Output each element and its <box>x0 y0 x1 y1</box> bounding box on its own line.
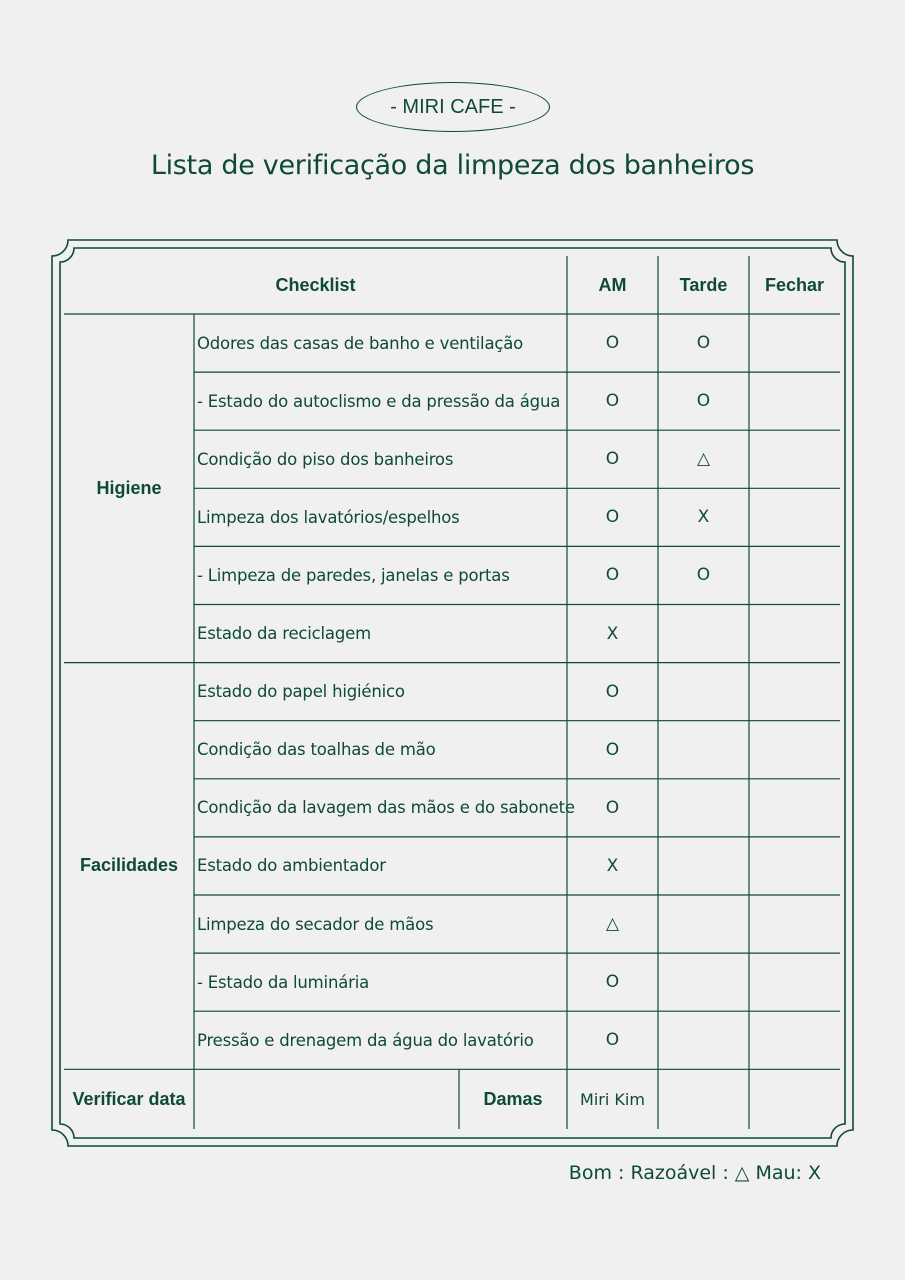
header-tarde: Tarde <box>679 274 728 295</box>
staff-tarde <box>658 1069 749 1129</box>
checklist-item: - Estado da luminária <box>197 972 369 992</box>
fechar-mark <box>749 1011 840 1069</box>
staff-fechar <box>749 1069 840 1129</box>
fechar-mark <box>749 663 840 721</box>
tarde-mark: O <box>696 333 711 354</box>
tarde-mark: △ <box>696 449 711 470</box>
header-am: AM <box>598 274 627 295</box>
tarde-mark <box>658 663 749 721</box>
tarde-mark <box>658 605 749 663</box>
header-fechar: Fechar <box>764 274 825 295</box>
tarde-mark: O <box>696 565 711 586</box>
fechar-mark <box>749 895 840 953</box>
am-mark: △ <box>605 914 620 935</box>
am-mark: O <box>605 507 620 528</box>
tarde-mark <box>658 779 749 837</box>
fechar-mark <box>749 605 840 663</box>
am-mark: O <box>605 681 620 702</box>
tarde-mark <box>658 721 749 779</box>
fechar-mark <box>749 314 840 372</box>
fechar-mark <box>749 953 840 1011</box>
fechar-mark <box>749 430 840 488</box>
checklist-item: Condição da lavagem das mãos e do sabonete <box>197 798 575 818</box>
am-mark: O <box>605 1030 620 1051</box>
check-date-value <box>194 1069 459 1129</box>
header-checklist: Checklist <box>275 274 356 295</box>
page-title: Lista de verificação da limpeza dos banheiros <box>150 150 755 181</box>
checklist-item: Odores das casas de banho e ventilação <box>197 333 524 353</box>
checklist-item: Condição do piso dos banheiros <box>197 449 454 469</box>
tarde-mark <box>658 953 749 1011</box>
fechar-mark <box>749 488 840 546</box>
fechar-mark <box>749 546 840 604</box>
tarde-mark: O <box>696 391 711 412</box>
am-mark: O <box>605 972 620 993</box>
am-mark: O <box>605 565 620 586</box>
am-mark: X <box>606 855 619 876</box>
checklist-item: Pressão e drenagem da água do lavatório <box>197 1030 534 1050</box>
legend: Bom : Razoável : △ Mau: X <box>568 1162 821 1184</box>
checklist-item: Limpeza dos lavatórios/espelhos <box>197 507 460 527</box>
fechar-mark <box>749 779 840 837</box>
am-mark: X <box>606 623 619 644</box>
checklist-item: Condição das toalhas de mão <box>197 740 436 760</box>
tarde-mark <box>658 837 749 895</box>
staff-label: Damas <box>483 1088 543 1109</box>
category-higiene: Higiene <box>96 477 162 498</box>
checklist-item: Estado da reciclagem <box>197 624 371 644</box>
check-date-label: Verificar data <box>72 1088 186 1109</box>
tarde-mark <box>658 1011 749 1069</box>
am-mark: O <box>605 391 620 412</box>
am-mark: O <box>605 739 620 760</box>
tarde-mark <box>658 895 749 953</box>
fechar-mark <box>749 721 840 779</box>
checklist-item: Estado do papel higiénico <box>197 682 405 702</box>
brand-name: - MIRI CAFE - <box>390 95 516 118</box>
fechar-mark <box>749 837 840 895</box>
fechar-mark <box>749 372 840 430</box>
checklist-item: Limpeza do secador de mãos <box>197 914 434 934</box>
checklist-item: Estado do ambientador <box>197 856 386 876</box>
am-mark: O <box>605 797 620 818</box>
checklist-item: - Limpeza de paredes, janelas e portas <box>197 565 510 585</box>
tarde-mark: X <box>697 507 710 528</box>
am-mark: O <box>605 333 620 354</box>
am-mark: O <box>605 449 620 470</box>
staff-am: Miri Kim <box>580 1089 645 1109</box>
checklist-item: - Estado do autoclismo e da pressão da água <box>197 391 561 411</box>
category-facilidades: Facilidades <box>79 855 179 876</box>
